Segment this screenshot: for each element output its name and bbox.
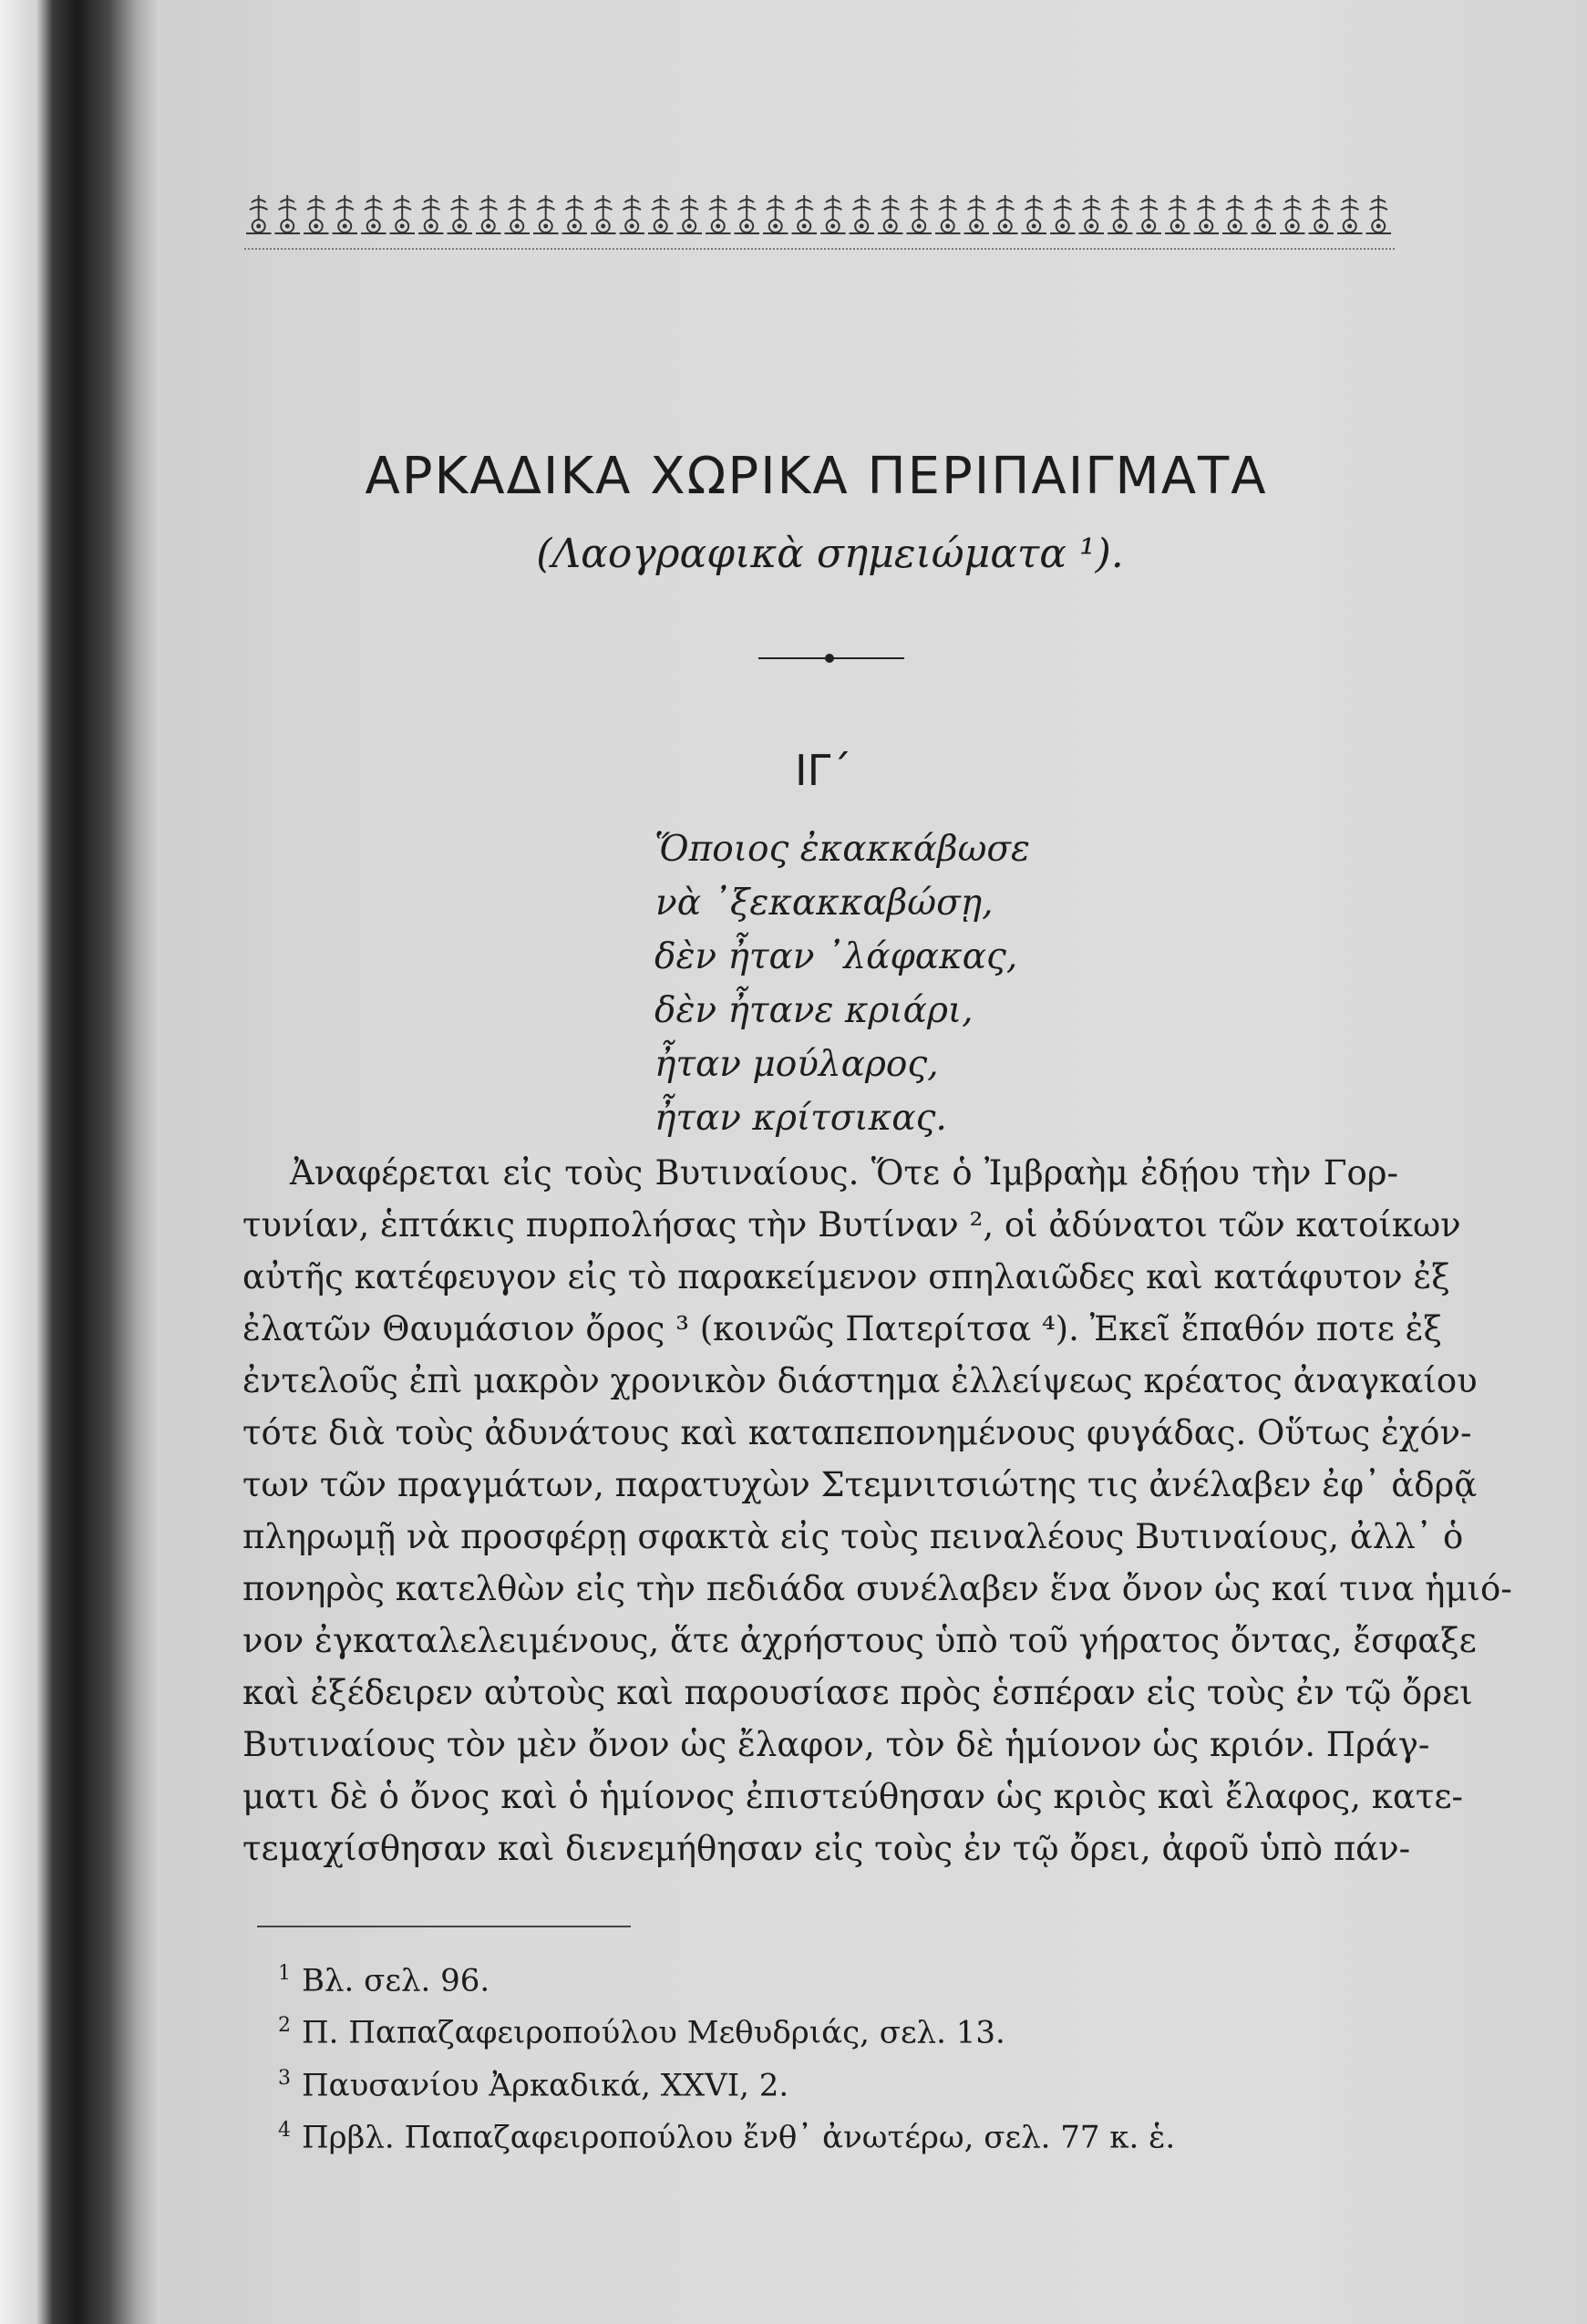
text-line: Ἀναφέρεται εἰς τοὺς Βυτιναίους. Ὅτε ὁ Ἰμβραὴμ ἐδῄου τὴν Γορ-	[290, 1153, 1398, 1193]
page-subtitle: (Λαογραφικὰ σημειώματα ¹).	[536, 531, 1124, 577]
footnote	[278, 2003, 1175, 2055]
verse-line: ἦταν μούλαρος,	[654, 1044, 939, 1085]
verse-block	[654, 822, 1030, 1145]
footnote	[278, 2056, 1175, 2108]
text-line: ἐντελοῦς ἐπὶ μακρὸν χρονικὸν διάστημα ἐλλείψεως κρέατος ἀναγκαίου	[242, 1361, 1478, 1400]
text-line: Βυτιναίους τὸν μὲν ὄνον ὡς ἔλαφον, τὸν δὲ ἡμίονον ὡς κριόν. Πράγ-	[242, 1725, 1430, 1764]
footnote-mark: 3	[278, 2066, 291, 2090]
footnote	[278, 2108, 1175, 2160]
text-line: τότε διὰ τοὺς ἀδυνάτους καὶ καταπεπονημένους φυγάδας. Οὕτως ἐχόν-	[242, 1413, 1472, 1452]
footnote-mark: 1	[278, 1962, 291, 1985]
footnote	[278, 1951, 1175, 2003]
verse-line: δὲν ἦταν ᾿λάφακας,	[654, 936, 1018, 977]
text-line: ἐλατῶν Θαυμάσιον ὄρος ³ (κοινῶς Πατερίτσα ⁴). Ἐκεῖ ἔπαθόν ποτε ἐξ	[242, 1309, 1442, 1348]
footnote-text: Π. Παπαζαφειροπούλου Μεθυδριάς, σελ. 13.	[302, 2014, 1005, 2051]
text-line: τεμαχίσθησαν καὶ διενεμήθησαν εἰς τοὺς ἐν τῷ ὄρει, ἀφοῦ ὑπὸ πάν-	[242, 1829, 1411, 1868]
body-paragraph	[242, 1147, 1512, 1875]
footnotes	[278, 1951, 1175, 2160]
section-numeral: ΙΓ΄	[795, 746, 852, 795]
verse-line: ἦταν κρίτσικας.	[654, 1098, 947, 1139]
text-line: πληρωμῇ νὰ προσφέρῃ σφακτὰ εἰς τοὺς πειναλέους Βυτιναίους, ἀλλ᾿ ὁ	[242, 1517, 1464, 1556]
verse-line: δὲν ἦτανε κριάρι,	[654, 990, 974, 1031]
text-line: ματι δὲ ὁ ὄνος καὶ ὁ ἡμίονος ἐπιστεύθησαν ὡς κριὸς καὶ ἔλαφος, κατε-	[242, 1777, 1464, 1816]
footnote-rule	[257, 1926, 631, 1927]
footnote-mark: 4	[278, 2118, 291, 2142]
footnote-text: Βλ. σελ. 96.	[302, 1962, 490, 1999]
text-line: καὶ ἐξέδειρεν αὐτοὺς καὶ παρουσίασε πρὸς ἑσπέραν εἰς τοὺς ἐν τῷ ὄρει	[242, 1673, 1473, 1712]
text-line: τυνίαν, ἑπτάκις πυρπολήσας τὴν Βυτίναν ², οἱ ἀδύνατοι τῶν κατοίκων	[242, 1205, 1461, 1245]
verse-line: Ὅποιος ἐκακκάβωσε	[654, 829, 1030, 870]
footnote-text: Παυσανίου Ἀρκαδικά, XXVI, 2.	[302, 2066, 789, 2103]
decorative-ornament-band	[244, 193, 1395, 237]
book-binding-shadow	[0, 0, 160, 2324]
title-divider	[758, 653, 904, 664]
text-line: των τῶν πραγμάτων, παρατυχὼν Στεμνιτσιώτης τις ἀνέλαβεν ἐφ᾿ ἁδρᾷ	[242, 1465, 1478, 1504]
text-line: νον ἐγκαταλελειμένους, ἅτε ἀχρήστους ὑπὸ τοῦ γήρατος ὄντας, ἔσφαξε	[242, 1621, 1477, 1660]
footnote-mark: 2	[278, 2014, 291, 2038]
verse-line: νὰ ᾿ξεκακκαβώσῃ,	[655, 883, 994, 924]
footnote-text: Πρβλ. Παπαζαφειροπούλου ἔνθ᾿ ἀνωτέρω, σελ. 77 κ. ἑ.	[302, 2119, 1176, 2156]
text-line: πονηρὸς κατελθὼν εἰς τὴν πεδιάδα συνέλαβεν ἕνα ὄνον ὡς καί τινα ἡμιό-	[242, 1569, 1512, 1608]
page-title: ΑΡΚΑΔΙΚΑ ΧΩΡΙΚΑ ΠΕΡΙΠΑΙΓΜΑΤΑ	[365, 447, 1268, 506]
ornament-dotted-rule	[244, 248, 1395, 250]
text-line: αὐτῆς κατέφευγον εἰς τὸ παρακείμενον σπηλαιῶδες καὶ κατάφυτον ἐξ	[242, 1257, 1450, 1296]
